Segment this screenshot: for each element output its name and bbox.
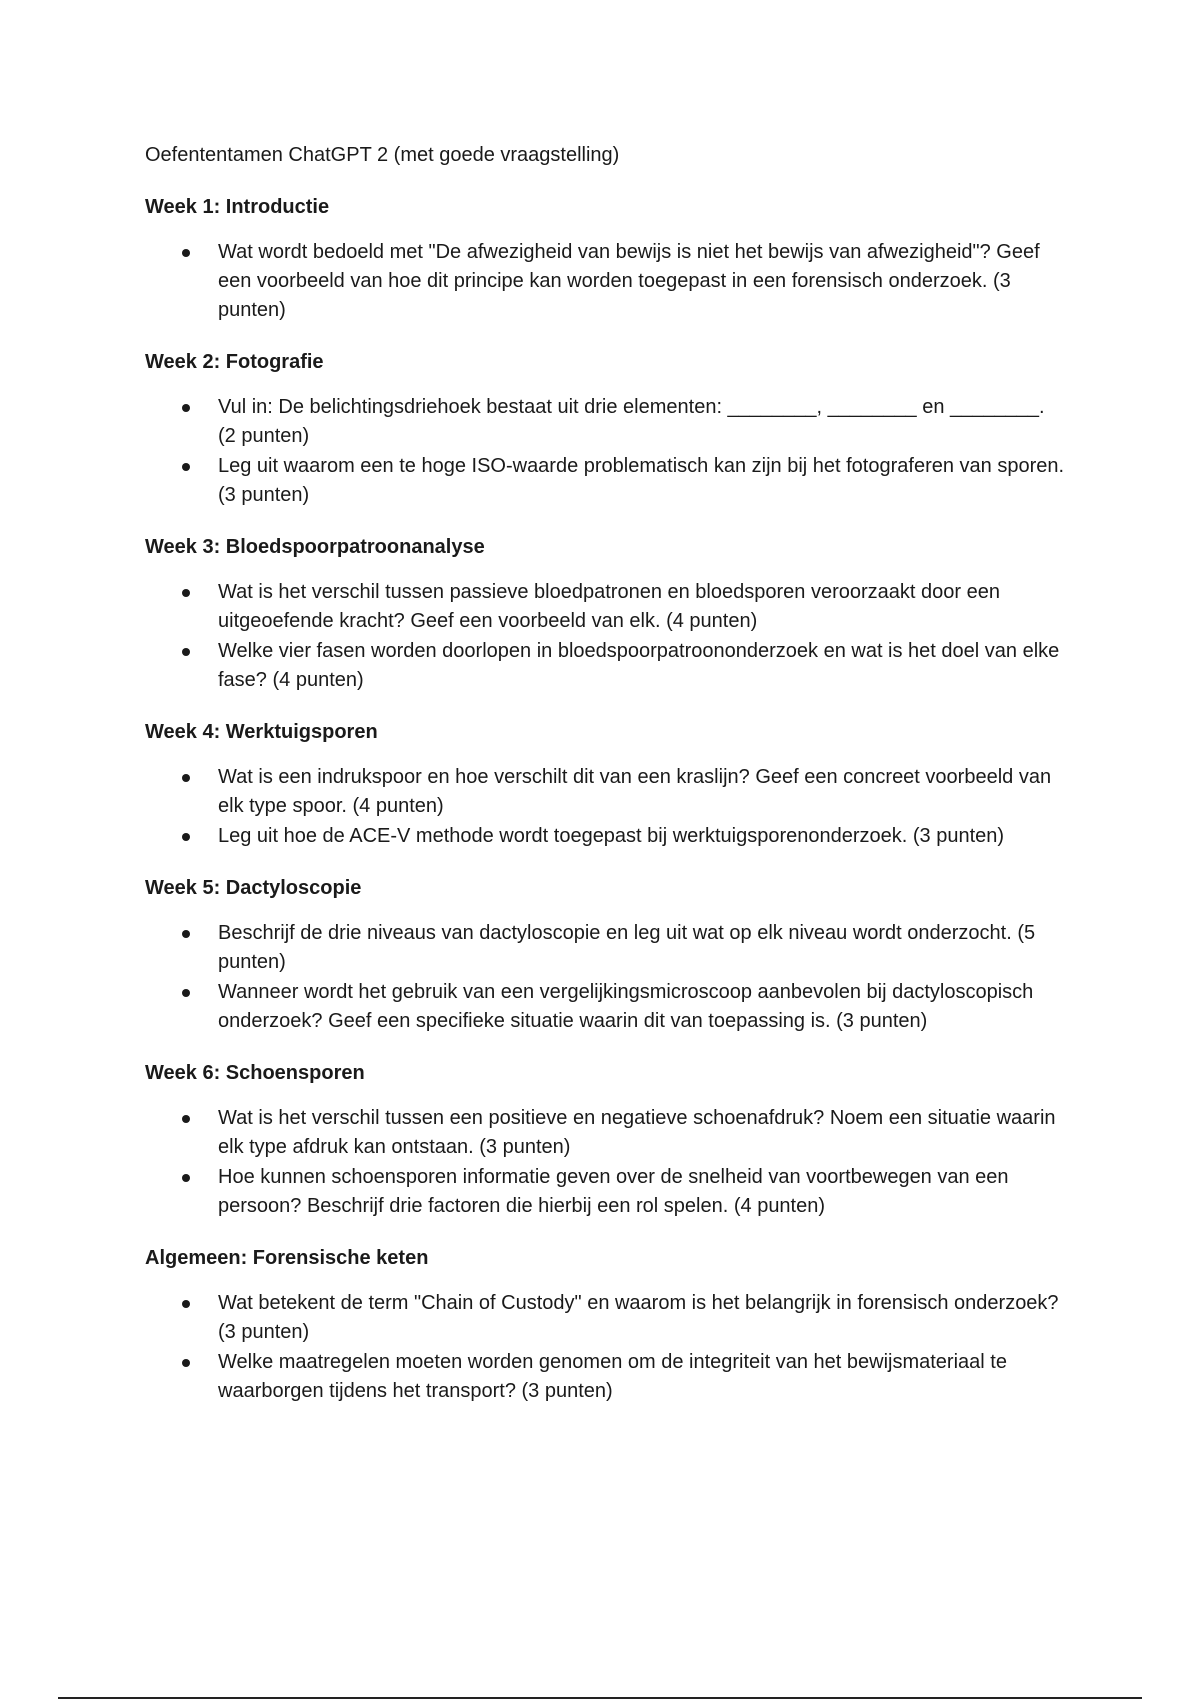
question-item bbox=[145, 978, 1065, 1036]
bullet-icon bbox=[182, 1359, 190, 1367]
question-list bbox=[145, 919, 1065, 1036]
question-item bbox=[145, 1163, 1065, 1221]
bullet-icon bbox=[182, 404, 190, 412]
question-text: Vul in: De belichtingsdriehoek bestaat uit drie elementen: ________, ________ en ________. (2 punten) bbox=[218, 396, 1045, 447]
question-item bbox=[145, 822, 1065, 851]
section-heading: Week 5: Dactyloscopie bbox=[145, 877, 362, 899]
question-item bbox=[145, 1104, 1065, 1162]
question-text: Leg uit waarom een te hoge ISO-waarde problematisch kan zijn bij het fotograferen van sporen. (3 punten) bbox=[218, 455, 1065, 506]
question-item bbox=[145, 452, 1065, 510]
section-heading: Week 4: Werktuigsporen bbox=[145, 721, 378, 743]
section-week-2 bbox=[145, 347, 1065, 510]
section-heading: Week 3: Bloedspoorpatroonanalyse bbox=[145, 536, 485, 558]
page-bottom-divider bbox=[58, 1697, 1142, 1699]
question-item bbox=[145, 578, 1065, 636]
question-text: Welke maatregelen moeten worden genomen om de integriteit van het bewijsmateriaal te waarborgen tijdens het transport? (3 punten) bbox=[218, 1351, 1007, 1402]
question-text: Wat betekent de term "Chain of Custody" en waarom is het belangrijk in forensisch onderzoek? (3 punten) bbox=[218, 1292, 1059, 1343]
section-heading: Week 6: Schoensporen bbox=[145, 1062, 365, 1084]
question-item bbox=[145, 238, 1065, 325]
bullet-icon bbox=[182, 1115, 190, 1123]
question-text: Beschrijf de drie niveaus van dactyloscopie en leg uit wat op elk niveau wordt onderzocht. (5 punten) bbox=[218, 922, 1036, 973]
question-item bbox=[145, 637, 1065, 695]
section-week-5 bbox=[145, 873, 1065, 1036]
question-item bbox=[145, 763, 1065, 821]
question-item bbox=[145, 1289, 1065, 1347]
section-heading: Algemeen: Forensische keten bbox=[145, 1247, 429, 1269]
question-text: Wat is het verschil tussen passieve bloedpatronen en bloedsporen veroorzaakt door een uitgeoefende kracht? Geef een voorbeeld van elk. (4 punten) bbox=[218, 581, 1000, 632]
bullet-icon bbox=[182, 589, 190, 597]
bullet-icon bbox=[182, 833, 190, 841]
question-list bbox=[145, 393, 1065, 510]
question-list bbox=[145, 578, 1065, 695]
bullet-icon bbox=[182, 463, 190, 471]
section-week-3 bbox=[145, 532, 1065, 695]
question-item bbox=[145, 1348, 1065, 1406]
section-week-4 bbox=[145, 717, 1065, 851]
bullet-icon bbox=[182, 989, 190, 997]
bullet-icon bbox=[182, 930, 190, 938]
question-list bbox=[145, 1104, 1065, 1221]
bullet-icon bbox=[182, 1300, 190, 1308]
document-page bbox=[145, 140, 1065, 1428]
question-text: Wat is een indrukspoor en hoe verschilt dit van een kraslijn? Geef een concreet voorbeeld van elk type spoor. (4 punten) bbox=[218, 766, 1052, 817]
bullet-icon bbox=[182, 249, 190, 257]
question-text: Wat wordt bedoeld met "De afwezigheid van bewijs is niet het bewijs van afwezigheid"? Geef een voorbeeld van hoe dit principe kan worden toegepast in een forensisch onderzoek. (3 punten) bbox=[218, 241, 1040, 321]
section-week-6 bbox=[145, 1058, 1065, 1221]
question-list bbox=[145, 763, 1065, 851]
question-text: Hoe kunnen schoensporen informatie geven over de snelheid van voortbewegen van een persoon? Beschrijf drie factoren die hierbij een rol spelen. (4 punten) bbox=[218, 1166, 1009, 1217]
section-heading: Week 1: Introductie bbox=[145, 196, 330, 218]
question-list bbox=[145, 238, 1065, 325]
question-text: Leg uit hoe de ACE-V methode wordt toegepast bij werktuigsporenonderzoek. (3 punten) bbox=[218, 825, 1005, 847]
question-item bbox=[145, 393, 1065, 451]
bullet-icon bbox=[182, 1174, 190, 1182]
question-item bbox=[145, 919, 1065, 977]
question-text: Wat is het verschil tussen een positieve en negatieve schoenafdruk? Noem een situatie waarin elk type afdruk kan ontstaan. (3 punten) bbox=[218, 1107, 1056, 1158]
question-text: Welke vier fasen worden doorlopen in bloedspoorpatroononderzoek en wat is het doel van elke fase? (4 punten) bbox=[218, 640, 1060, 691]
bullet-icon bbox=[182, 648, 190, 656]
section-heading: Week 2: Fotografie bbox=[145, 351, 324, 373]
bullet-icon bbox=[182, 774, 190, 782]
section-week-1 bbox=[145, 192, 1065, 325]
document-title: Oefententamen ChatGPT 2 (met goede vraagstelling) bbox=[145, 144, 620, 166]
section-algemeen bbox=[145, 1243, 1065, 1406]
question-list bbox=[145, 1289, 1065, 1406]
question-text: Wanneer wordt het gebruik van een vergelijkingsmicroscoop aanbevolen bij dactyloscopisch onderzoek? Geef een specifieke situatie waarin dit van toepassing is. (3 punten) bbox=[218, 981, 1034, 1032]
